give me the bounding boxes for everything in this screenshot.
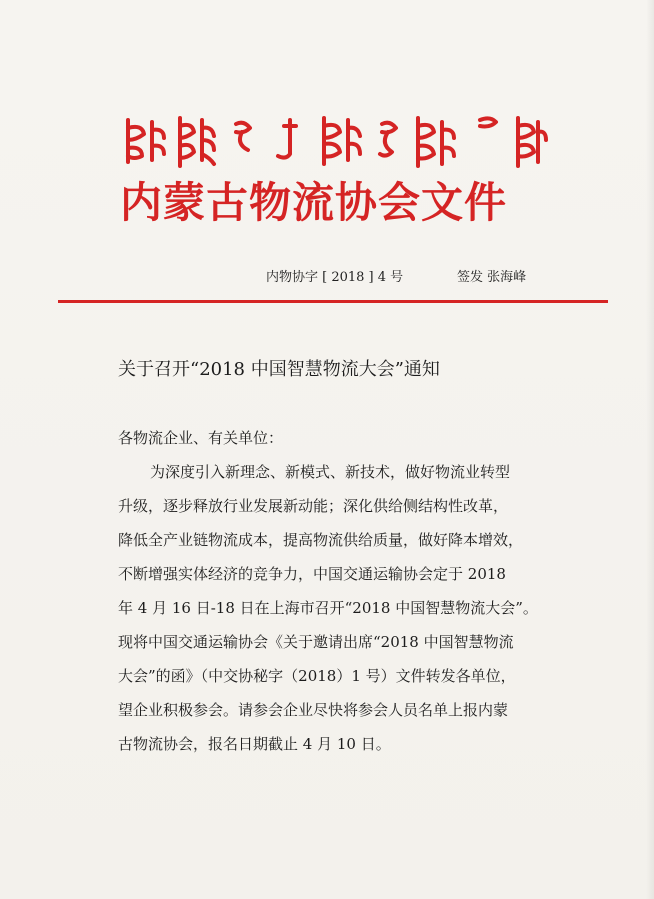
body-line: 升级，逐步释放行业发展新动能；深化供给侧结构性改革，: [118, 497, 509, 515]
document-number: 内物协字 [ 2018 ] 4 号: [266, 270, 404, 285]
body-line: 古物流协会，报名日期截止 4 月 10 日。: [118, 735, 391, 753]
signer-line: 签发 张海峰: [457, 270, 527, 285]
body-line: 现将中国交通运输协会《关于邀请出席“2018 中国智慧物流: [118, 633, 514, 651]
red-divider-line: [58, 300, 608, 303]
body-line: 降低全产业链物流成本，提高物流供给质量，做好降本增效，: [118, 531, 524, 549]
salutation: 各物流企业、有关单位：: [118, 429, 284, 447]
scan-edge-shadow: [646, 0, 654, 899]
body-line: 为深度引入新理念、新模式、新技术，做好物流业转型: [150, 463, 511, 481]
notice-title: 关于召开“2018 中国智慧物流大会”通知: [118, 359, 440, 380]
body-line: 不断增强实体经济的竞争力，中国交通运输协会定于 2018: [118, 565, 506, 583]
org-document-title: 内蒙古物流协会文件: [120, 178, 508, 227]
body-line: 年 4 月 16 日-18 日在上海市召开“2018 中国智慧物流大会”。: [118, 599, 538, 617]
body-line: 大会”的函》（中交协秘字（2018）1 号）文件转发各单位，: [118, 667, 516, 685]
body-line: 望企业积极参会。请参会企业尽快将参会人员名单上报内蒙: [118, 701, 509, 719]
